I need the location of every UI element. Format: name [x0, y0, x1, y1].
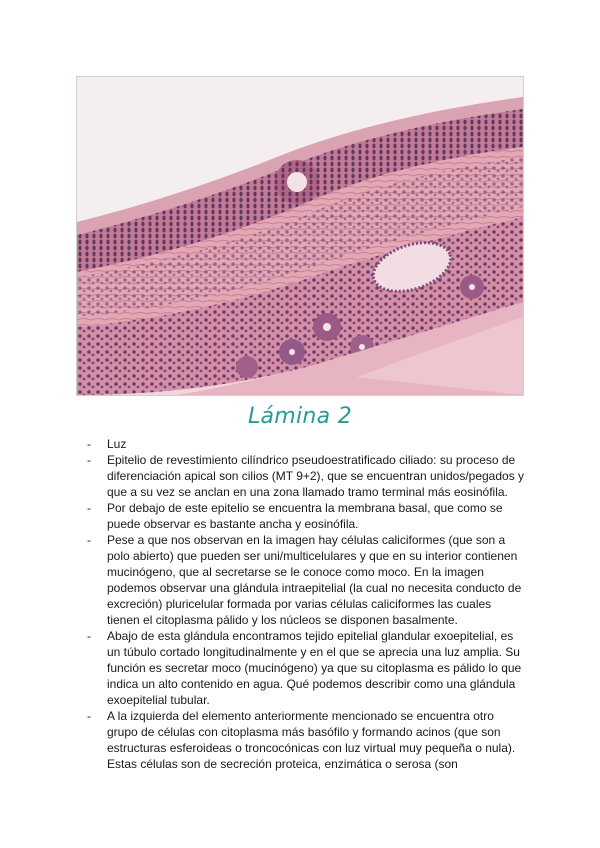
bullet-dash: - [87, 533, 91, 547]
list-item [85, 628, 525, 708]
bullet-dash: - [87, 453, 91, 467]
list-item-text: Pese a que nos observan en la imagen hay células caliciformes (que son a polo abierto) que pueden ser uni/multicelulares y que en su interior contienen mucinógeno, que al secretarse se le conoce como moco. En la imagen podemos observar una glándula intraepitelial (la cual no necesita conducto de excreción) pluricelular formada por varias células caliciformes las cuales tienen el citoplasma pálido y los núcleos se disponen basalmente. [107, 533, 522, 627]
notes-list [85, 436, 525, 772]
bullet-dash: - [87, 629, 91, 643]
list-item-text: Epitelio de revestimiento cilíndrico pseudoestratificado ciliado: su proceso de diferenciación apical son cilios (MT 9+2), que se encuentran unidos/pegados y que a su vez se anclan en una zona llamado tramo terminal más eosinófila. [107, 453, 525, 499]
bullet-dash: - [87, 437, 91, 451]
list-item-text: Por debajo de este epitelio se encuentra la membrana basal, que como se puede observar es bastante ancha y eosinófila. [107, 501, 503, 531]
list-item [85, 436, 525, 452]
list-item-text: Abajo de esta glándula encontramos tejido epitelial glandular exoepitelial, es un túbulo cortado longitudinalmente y en el que se aprecia una luz amplia. Su función es secretar moco (mucinógeno) ya que su citoplasma es pálido lo que indica un alto contenido en agua. Qué podemos describir como una glándula exoepitelial tubular. [107, 629, 522, 707]
bullet-dash: - [87, 709, 91, 723]
bullet-dash: - [87, 501, 91, 515]
list-item [85, 532, 525, 628]
list-item [85, 452, 525, 500]
histology-micrograph [76, 76, 524, 396]
list-item [85, 708, 525, 772]
list-item [85, 500, 525, 532]
micrograph-image [77, 77, 523, 395]
list-item-text: A la izquierda del elemento anteriormente mencionado se encuentra otro grupo de células con citoplasma más basófilo y formando acinos (que son estructuras esferoideas o troncocónicas con luz virtual muy pequeña o nula). Estas células son de secreción proteica, enzimática o serosa (son [107, 709, 516, 771]
page-title: Lámina 2 [247, 404, 353, 429]
list-item-text: Luz [107, 437, 127, 451]
